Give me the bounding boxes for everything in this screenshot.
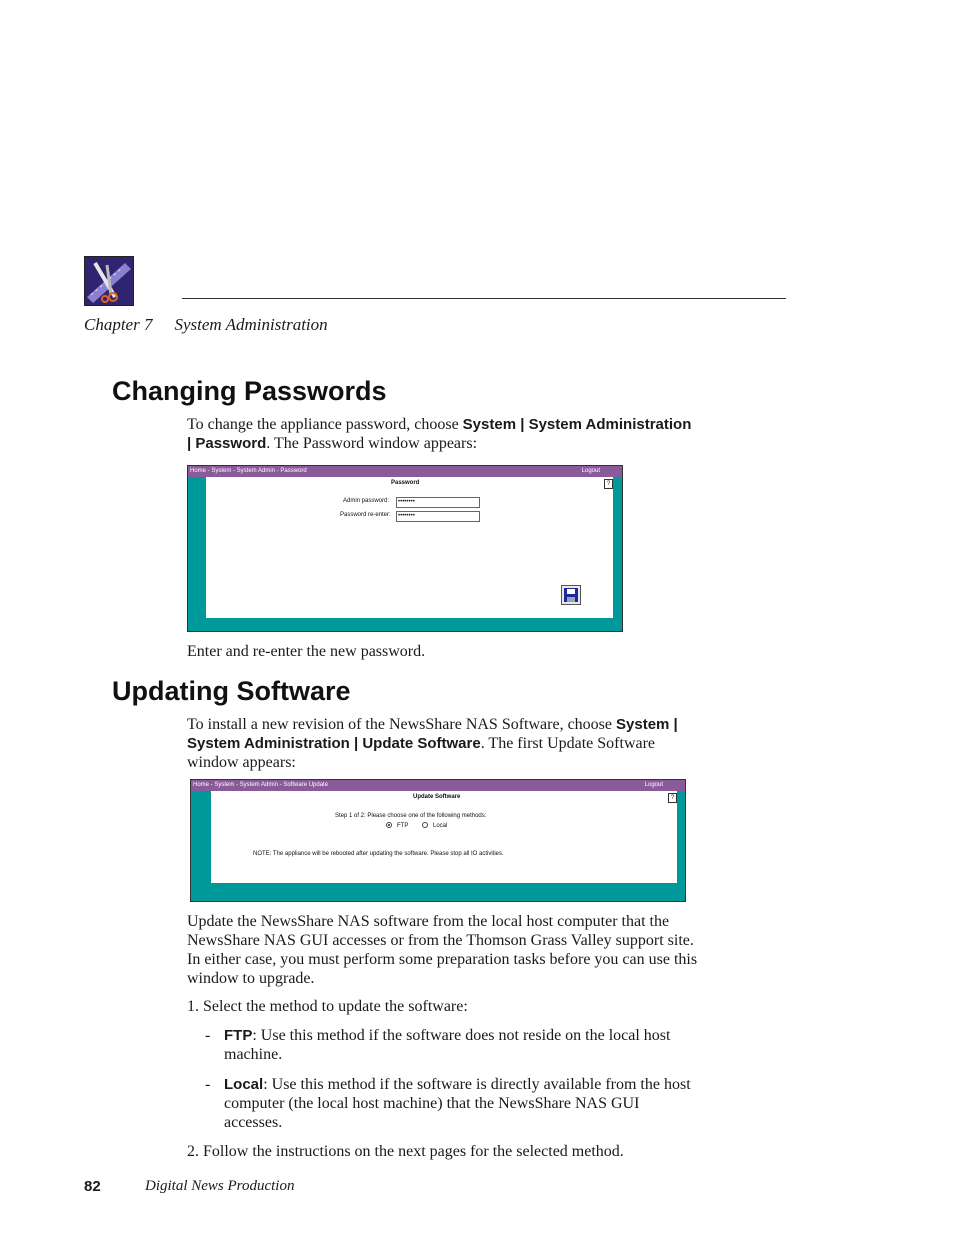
local-radio[interactable] — [422, 822, 428, 828]
desc-line: NewsShare NAS GUI accesses or from the Thomson Grass Valley support site. — [187, 932, 694, 949]
ftp-desc: : Use this method if the software does not reside on the local host — [252, 1027, 671, 1044]
bullet-dash: - — [205, 1027, 211, 1044]
ftp-bullet — [224, 1026, 734, 1064]
reboot-note: NOTE: The appliance will be rebooted after updating the software. Please stop all IO activities. — [253, 851, 504, 857]
password-title: Password — [391, 480, 420, 486]
section-label: System Administration — [174, 315, 328, 334]
intro-text: To install a new revision of the NewsShare NAS Software, choose — [187, 716, 617, 733]
intro-text: To change the appliance password, choose — [187, 416, 463, 433]
password-after-text: Enter and re-enter the new password. — [187, 643, 426, 660]
changing-passwords-intro — [187, 415, 732, 453]
password-reenter-input[interactable]: •••••••• — [396, 511, 480, 522]
ftp-option-label: FTP — [397, 823, 409, 829]
ftp-desc-cont: machine. — [224, 1046, 283, 1063]
changing-passwords-heading: Changing Passwords — [112, 376, 387, 406]
header-rule — [182, 298, 786, 299]
local-term: Local — [224, 1076, 264, 1093]
updating-software-intro — [187, 715, 732, 772]
update-panel — [211, 791, 677, 883]
bullet-dash: - — [205, 1076, 211, 1093]
step-1: 1. Select the method to update the software: — [187, 998, 468, 1015]
local-option-label: Local — [433, 823, 448, 829]
updating-software-heading: Updating Software — [112, 676, 351, 706]
local-desc-cont: accesses. — [224, 1114, 283, 1131]
logout-link[interactable]: Logout — [644, 782, 663, 788]
intro-text-post: . The Password window appears: — [266, 435, 478, 452]
local-desc: : Use this method if the software is directly available from the host — [263, 1076, 691, 1093]
ftp-radio[interactable] — [386, 822, 392, 828]
intro-text-post: . The first Update Software — [480, 735, 656, 752]
password-window — [187, 465, 623, 632]
step-2: 2. Follow the instructions on the next pages for the selected method. — [187, 1143, 624, 1160]
chapter-label: Chapter 7 — [84, 315, 153, 334]
desc-line: In either case, you must perform some preparation tasks before you can use this — [187, 951, 698, 968]
desc-line: Update the NewsShare NAS software from the local host computer that the — [187, 913, 670, 930]
product-logo — [84, 256, 134, 306]
update-software-title: Update Software — [413, 794, 461, 800]
page-number: 82 — [84, 1178, 101, 1195]
menu-path: System | System Administration — [462, 416, 692, 433]
save-button[interactable] — [561, 585, 581, 605]
password-panel — [206, 477, 613, 618]
menu-path-cont: | Password — [187, 435, 267, 452]
password-reenter-label: Password re-enter: — [340, 512, 391, 518]
floppy-disk-icon — [562, 586, 580, 604]
local-desc-cont: computer (the local host machine) that the NewsShare NAS GUI — [224, 1095, 640, 1112]
update-software-window — [190, 779, 686, 902]
updating-software-heading-wrap — [112, 676, 351, 707]
step-instruction: Step 1 of 2: Please choose one of the following methods: — [335, 813, 487, 819]
update-window-titlebar — [191, 780, 685, 791]
local-bullet — [224, 1075, 734, 1132]
help-icon[interactable]: ? — [604, 479, 613, 489]
ftp-term: FTP — [224, 1027, 253, 1044]
password-window-titlebar — [188, 466, 622, 477]
film-scissors-icon — [85, 257, 133, 305]
changing-passwords-heading-wrap — [112, 376, 387, 407]
desc-line: window to upgrade. — [187, 970, 315, 987]
logout-link[interactable]: Logout — [581, 468, 600, 474]
running-header — [84, 315, 328, 335]
book-title: Digital News Production — [145, 1178, 295, 1194]
menu-path-cont: System Administration | Update Software — [187, 735, 481, 752]
admin-password-label: Admin password: — [343, 498, 390, 504]
intro-text-post-2: window appears: — [187, 754, 296, 771]
admin-password-input[interactable]: •••••••• — [396, 497, 480, 508]
update-description — [187, 912, 732, 988]
help-icon[interactable]: ? — [668, 793, 677, 803]
menu-path: System | — [616, 716, 678, 733]
breadcrumb[interactable]: Home - System - System Admin - Software Update — [193, 782, 329, 788]
breadcrumb[interactable]: Home - System - System Admin - Password — [190, 468, 307, 474]
